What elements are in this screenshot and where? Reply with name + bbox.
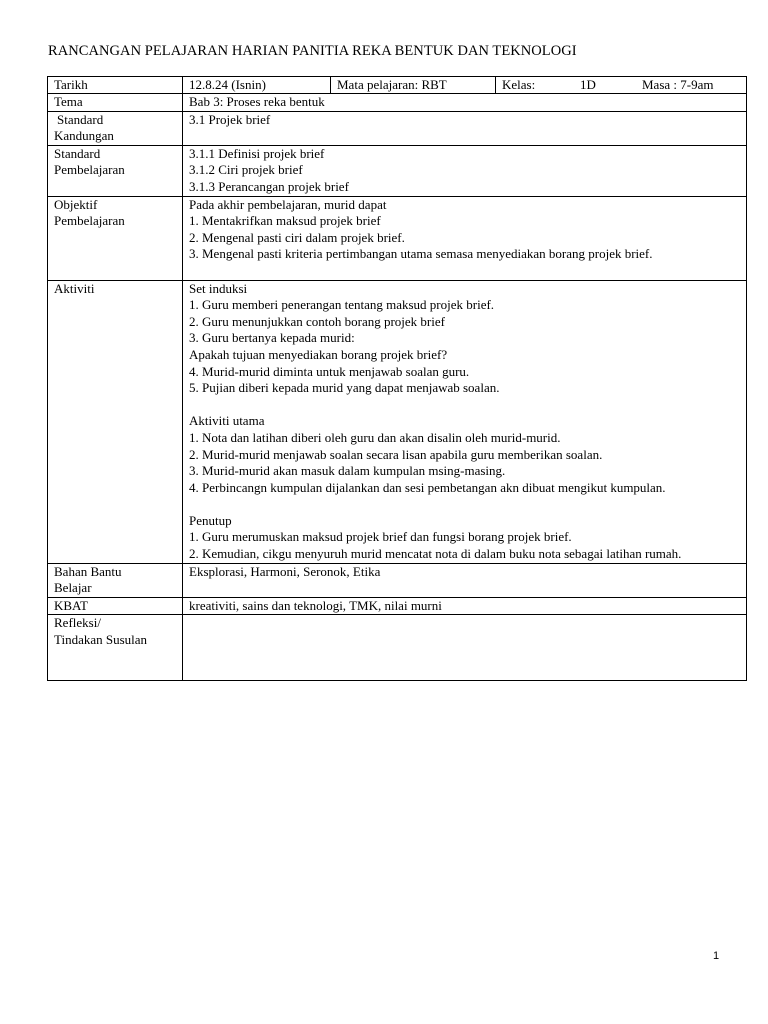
list-item: Apakah tujuan menyediakan borang projek brief? bbox=[189, 346, 448, 362]
refleksi-value bbox=[183, 615, 747, 681]
list-item: 1. Guru memberi penerangan tentang maksud projek brief. bbox=[189, 297, 495, 313]
kbat-row bbox=[48, 597, 747, 615]
list-item: 2. Mengenal pasti ciri dalam projek brief. bbox=[189, 229, 405, 245]
aktiviti-row bbox=[48, 280, 747, 563]
bahan-bantu-row bbox=[48, 563, 747, 597]
list-item: 3. Murid-murid akan masuk dalam kumpulan msing-masing. bbox=[189, 463, 506, 479]
list-item: 3.1.1 Definisi projek brief bbox=[189, 145, 325, 161]
standard-pembelajaran-list bbox=[183, 145, 747, 196]
aktiviti-utama-heading: Aktiviti utama bbox=[189, 413, 265, 429]
standard-kandungan-row bbox=[48, 111, 747, 145]
objektif-row bbox=[48, 196, 747, 280]
tarikh-label: Tarikh bbox=[48, 77, 183, 94]
page-number: 1 bbox=[713, 950, 720, 962]
bahan-bantu-label: Bahan Bantu Belajar bbox=[48, 563, 183, 597]
list-item: 4. Murid-murid diminta untuk menjawab soalan guru. bbox=[189, 363, 470, 379]
aktiviti-content bbox=[183, 280, 747, 563]
masa-value: Masa : 7-9am bbox=[642, 77, 714, 92]
kbat-value: kreativiti, sains dan teknologi, TMK, nilai murni bbox=[183, 597, 747, 615]
kbat-label: KBAT bbox=[48, 597, 183, 615]
list-item: 1. Mentakrifkan maksud projek brief bbox=[189, 213, 381, 229]
tema-value: Bab 3: Proses reka bentuk bbox=[183, 94, 747, 112]
objektif-intro: Pada akhir pembelajaran, murid dapat bbox=[189, 196, 387, 212]
list-item: 1. Nota dan latihan diberi oleh guru dan akan disalin oleh murid-murid. bbox=[189, 429, 561, 445]
list-item: 3.1.3 Perancangan projek brief bbox=[189, 178, 349, 194]
lesson-plan-table bbox=[47, 76, 747, 681]
standard-pembelajaran-row bbox=[48, 145, 747, 196]
tarikh-value: 12.8.24 (Isnin) bbox=[183, 77, 331, 93]
refleksi-row bbox=[48, 615, 747, 681]
objektif-list bbox=[183, 196, 747, 280]
header-row bbox=[48, 77, 747, 94]
refleksi-label: Refleksi/ Tindakan Susulan bbox=[48, 615, 183, 681]
standard-pembelajaran-label: Standard Pembelajaran bbox=[48, 145, 183, 196]
document-title: RANCANGAN PELAJARAN HARIAN PANITIA REKA BENTUK DAN TEKNOLOGI bbox=[48, 43, 577, 59]
kelas-value: 1D bbox=[580, 77, 596, 92]
header-info-cell bbox=[183, 77, 747, 94]
objektif-label: Objektif Pembelajaran bbox=[48, 196, 183, 280]
list-item: 3. Mengenal pasti kriteria pertimbangan utama semasa menyediakan borang projek brief. bbox=[189, 246, 653, 262]
list-item: 2. Murid-murid menjawab soalan secara lisan apabila guru memberikan soalan. bbox=[189, 446, 603, 462]
list-item: 3. Guru bertanya kepada murid: bbox=[189, 330, 355, 346]
set-induksi-heading: Set induksi bbox=[189, 280, 248, 296]
list-item: 2. Guru menunjukkan contoh borang projek brief bbox=[189, 313, 445, 329]
penutup-heading: Penutup bbox=[189, 512, 232, 528]
subject-value: Mata pelajaran: RBT bbox=[331, 77, 496, 93]
standard-kandungan-label: Standard Kandungan bbox=[48, 111, 183, 145]
aktiviti-label: Aktiviti bbox=[48, 280, 183, 563]
kelas-label: Kelas: bbox=[502, 77, 536, 92]
kelas-masa-cell bbox=[496, 77, 746, 93]
standard-kandungan-value: 3.1 Projek brief bbox=[183, 111, 747, 145]
bahan-bantu-value: Eksplorasi, Harmoni, Seronok, Etika bbox=[183, 563, 747, 597]
list-item: 3.1.2 Ciri projek brief bbox=[189, 162, 303, 178]
list-item: 1. Guru merumuskan maksud projek brief dan fungsi borang projek brief. bbox=[189, 529, 572, 545]
list-item: 2. Kemudian, cikgu menyuruh murid mencatat nota di dalam buku nota sebagai latihan rumah. bbox=[189, 546, 682, 562]
tema-label: Tema bbox=[48, 94, 183, 112]
list-item: 4. Perbincangn kumpulan dijalankan dan sesi pembetangan akn dibuat mengikut kumpulan. bbox=[189, 479, 666, 495]
list-item: 5. Pujian diberi kepada murid yang dapat menjawab soalan. bbox=[189, 380, 500, 396]
tema-row bbox=[48, 94, 747, 112]
